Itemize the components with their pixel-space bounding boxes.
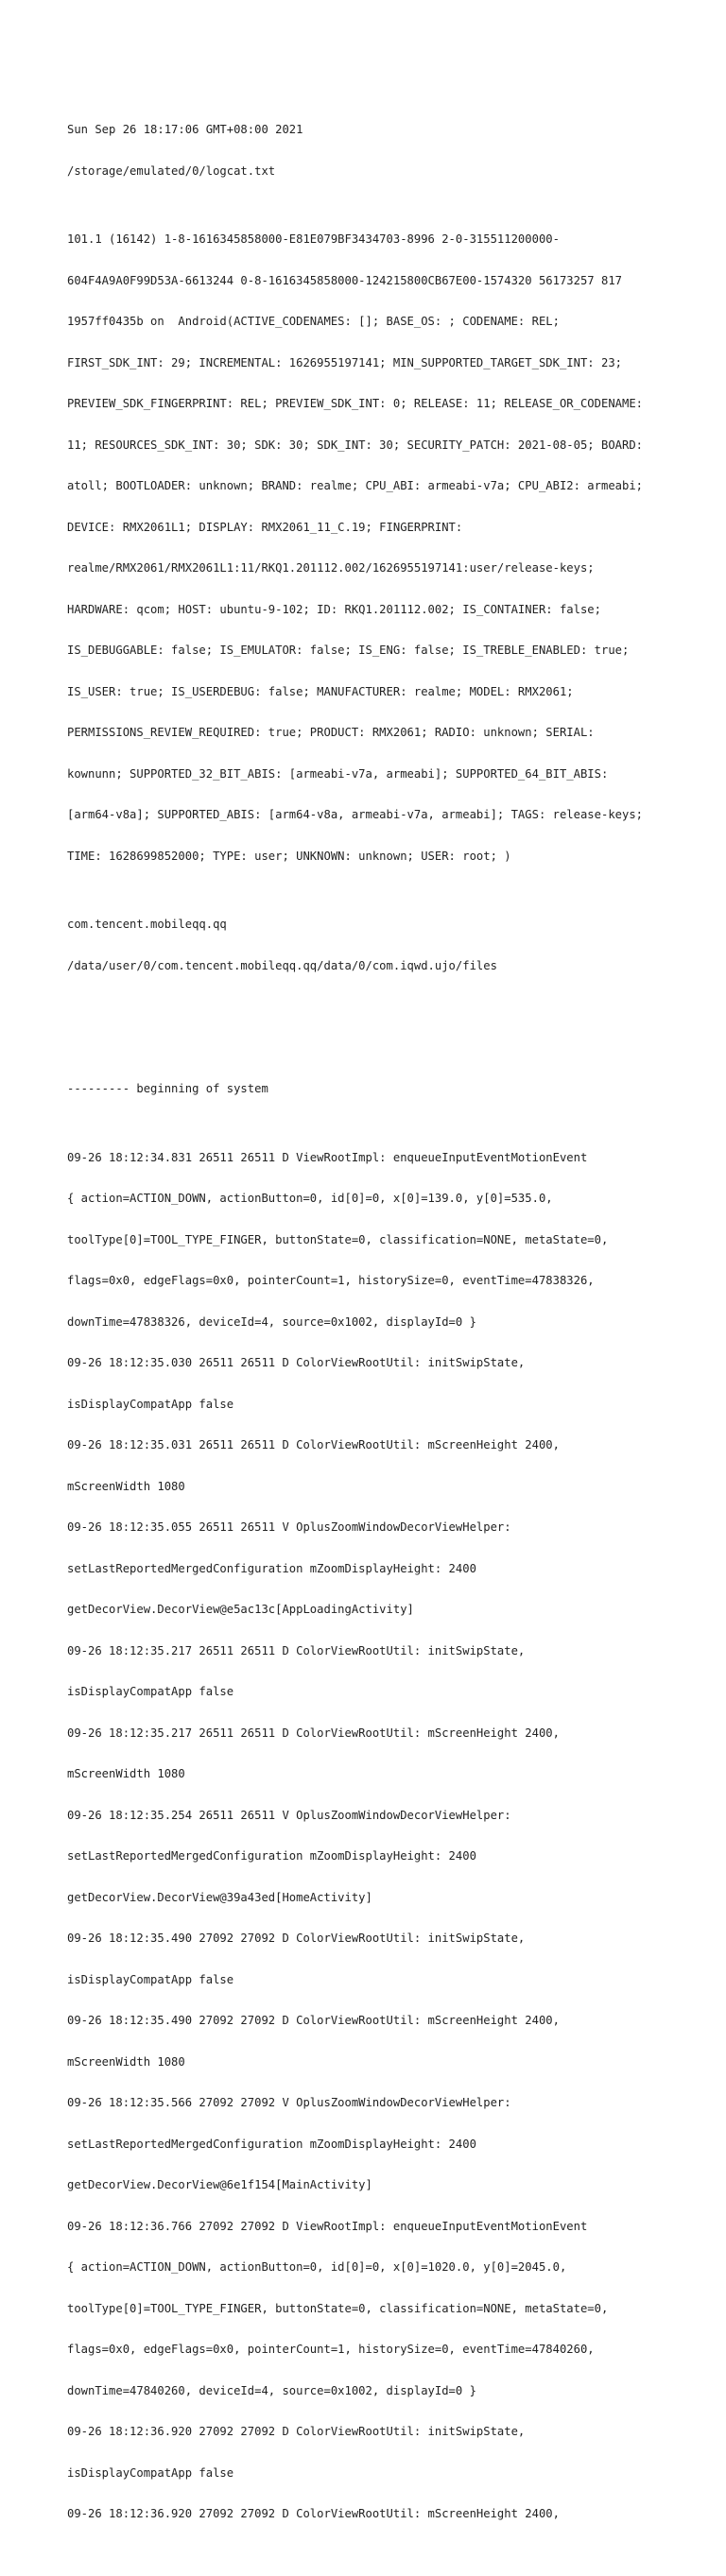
device-info-line: atoll; BOOTLOADER: unknown; BRAND: realme; CPU_ABI: armeabi-v7a; CPU_ABI2: armeabi; — [67, 479, 644, 492]
log-line: downTime=47838326, deviceId=4, source=0x1002, displayId=0 } — [67, 1314, 476, 1329]
log-line: isDisplayCompatApp false — [67, 1685, 234, 1698]
log-line: 09-26 18:12:36.766 27092 27092 D ViewRootImpl: enqueueInputEventMotionEvent — [67, 2219, 588, 2233]
files-path: /data/user/0/com.tencent.mobileqq.qq/data/0/com.iqwd.ujo/files — [67, 958, 497, 972]
section-marker: --------- beginning of system — [67, 1082, 268, 1095]
log-timestamp: Sun Sep 26 18:17:06 GMT+08:00 2021 — [67, 123, 303, 136]
device-info-line: PERMISSIONS_REVIEW_REQUIRED: true; PRODUCT: RMX2061; RADIO: unknown; SERIAL: — [67, 726, 595, 739]
device-info-line: realme/RMX2061/RMX2061L1:11/RKQ1.201112.002/1626955197141:user/release-keys; — [67, 561, 595, 575]
log-line: setLastReportedMergedConfiguration mZoomDisplayHeight: 2400 — [67, 1849, 476, 1863]
blank-line — [67, 1041, 719, 1056]
device-info-line: [arm64-v8a]; SUPPORTED_ABIS: [arm64-v8a, armeabi-v7a, armeabi]; TAGS: release-keys; — [67, 808, 644, 821]
log-line: flags=0x0, edgeFlags=0x0, pointerCount=1, historySize=0, eventTime=47838326, — [67, 1274, 595, 1287]
log-line: 09-26 18:12:34.831 26511 26511 D ViewRootImpl: enqueueInputEventMotionEvent — [67, 1150, 588, 1164]
log-line: { action=ACTION_DOWN, actionButton=0, id[0]=0, x[0]=1020.0, y[0]=2045.0, — [67, 2260, 567, 2274]
log-line: 09-26 18:12:36.920 27092 27092 D ColorViewRootUtil: mScreenHeight 2400, — [67, 2507, 560, 2520]
log-line: mScreenWidth 1080 — [67, 1767, 185, 1780]
log-file-path: /storage/emulated/0/logcat.txt — [67, 163, 276, 178]
device-info-line: 11; RESOURCES_SDK_INT: 30; SDK: 30; SDK_INT: 30; SECURITY_PATCH: 2021-08-05; BOARD: — [67, 438, 644, 452]
log-line: 09-26 18:12:35.217 26511 26511 D ColorViewRootUtil: mScreenHeight 2400, — [67, 1726, 560, 1740]
log-line: 09-26 18:12:35.030 26511 26511 D ColorViewRootUtil: initSwipState, — [67, 1356, 526, 1369]
log-line: 09-26 18:12:35.055 26511 26511 V OplusZoomWindowDecorViewHelper: — [67, 1520, 511, 1534]
log-line: downTime=47840260, deviceId=4, source=0x1002, displayId=0 } — [67, 2383, 476, 2397]
log-line: 09-26 18:12:35.217 26511 26511 D ColorViewRootUtil: initSwipState, — [67, 1643, 526, 1657]
log-line: setLastReportedMergedConfiguration mZoomDisplayHeight: 2400 — [67, 1561, 476, 1575]
device-info-line: FIRST_SDK_INT: 29; INCREMENTAL: 1626955197141; MIN_SUPPORTED_TARGET_SDK_INT: 23; — [67, 355, 622, 369]
log-line: flags=0x0, edgeFlags=0x0, pointerCount=1, historySize=0, eventTime=47840260, — [67, 2343, 595, 2356]
device-info-block — [67, 205, 719, 890]
logcat-text — [67, 95, 719, 2576]
device-info-line: PREVIEW_SDK_FINGERPRINT: REL; PREVIEW_SDK_INT: 0; RELEASE: 11; RELEASE_OR_CODENAME: — [67, 397, 644, 410]
device-info-line: 604F4A9A0F99D53A-6613244 0-8-1616345858000-124215800CB67E00-1574320 56173257 817 — [67, 273, 622, 287]
log-line: toolType[0]=TOOL_TYPE_FINGER, buttonState=0, classification=NONE, metaState=0, — [67, 2301, 609, 2315]
log-line: isDisplayCompatApp false — [67, 2465, 234, 2480]
log-line: mScreenWidth 1080 — [67, 2054, 185, 2069]
log-line: 09-26 18:12:35.490 27092 27092 D ColorViewRootUtil: mScreenHeight 2400, — [67, 2014, 560, 2027]
device-info-line: kownunn; SUPPORTED_32_BIT_ABIS: [armeabi-v7a, armeabi]; SUPPORTED_64_BIT_ABIS: — [67, 766, 609, 781]
log-line: { action=ACTION_DOWN, actionButton=0, id[0]=0, x[0]=139.0, y[0]=535.0, — [67, 1192, 553, 1205]
log-entries — [67, 1124, 719, 2549]
log-line: setLastReportedMergedConfiguration mZoomDisplayHeight: 2400 — [67, 2137, 476, 2151]
device-info-line: HARDWARE: qcom; HOST: ubuntu-9-102; ID: RKQ1.201112.002; IS_CONTAINER: false; — [67, 602, 601, 616]
log-line: 09-26 18:12:35.566 27092 27092 V OplusZoomWindowDecorViewHelper: — [67, 2096, 511, 2109]
log-line: 09-26 18:12:35.031 26511 26511 D ColorViewRootUtil: mScreenHeight 2400, — [67, 1438, 560, 1451]
blank-line — [67, 1000, 719, 1014]
device-info-line: TIME: 1628699852000; TYPE: user; UNKNOWN: unknown; USER: root; ) — [67, 849, 511, 863]
log-line: 09-26 18:12:35.490 27092 27092 D ColorViewRootUtil: initSwipState, — [67, 1932, 526, 1945]
log-line: getDecorView.DecorView@e5ac13c[AppLoadingActivity] — [67, 1603, 414, 1616]
log-line: mScreenWidth 1080 — [67, 1479, 185, 1493]
device-info-line: DEVICE: RMX2061L1; DISPLAY: RMX2061_11_C.19; FINGERPRINT: — [67, 520, 463, 534]
log-line: 09-26 18:12:36.920 27092 27092 D ColorViewRootUtil: initSwipState, — [67, 2425, 526, 2438]
log-line: toolType[0]=TOOL_TYPE_FINGER, buttonState=0, classification=NONE, metaState=0, — [67, 1232, 609, 1246]
device-info-line: 1957ff0435b on Android(ACTIVE_CODENAMES: []; BASE_OS: ; CODENAME: REL; — [67, 315, 560, 328]
log-line: 09-26 18:12:35.254 26511 26511 V OplusZoomWindowDecorViewHelper: — [67, 1808, 511, 1822]
log-line: isDisplayCompatApp false — [67, 1972, 234, 1986]
device-info-line: IS_DEBUGGABLE: false; IS_EMULATOR: false; IS_ENG: false; IS_TREBLE_ENABLED: true; — [67, 644, 630, 657]
log-line: getDecorView.DecorView@39a43ed[HomeActivity] — [67, 1890, 372, 1904]
log-line: isDisplayCompatApp false — [67, 1397, 234, 1411]
log-line: getDecorView.DecorView@6e1f154[MainActivity] — [67, 2178, 372, 2191]
device-info-line: 101.1 (16142) 1-8-1616345858000-E81E079BF3434703-8996 2-0-315511200000- — [67, 232, 560, 246]
device-info-line: IS_USER: true; IS_USERDEBUG: false; MANUFACTURER: realme; MODEL: RMX2061; — [67, 684, 574, 698]
package-name: com.tencent.mobileqq.qq — [67, 918, 227, 931]
